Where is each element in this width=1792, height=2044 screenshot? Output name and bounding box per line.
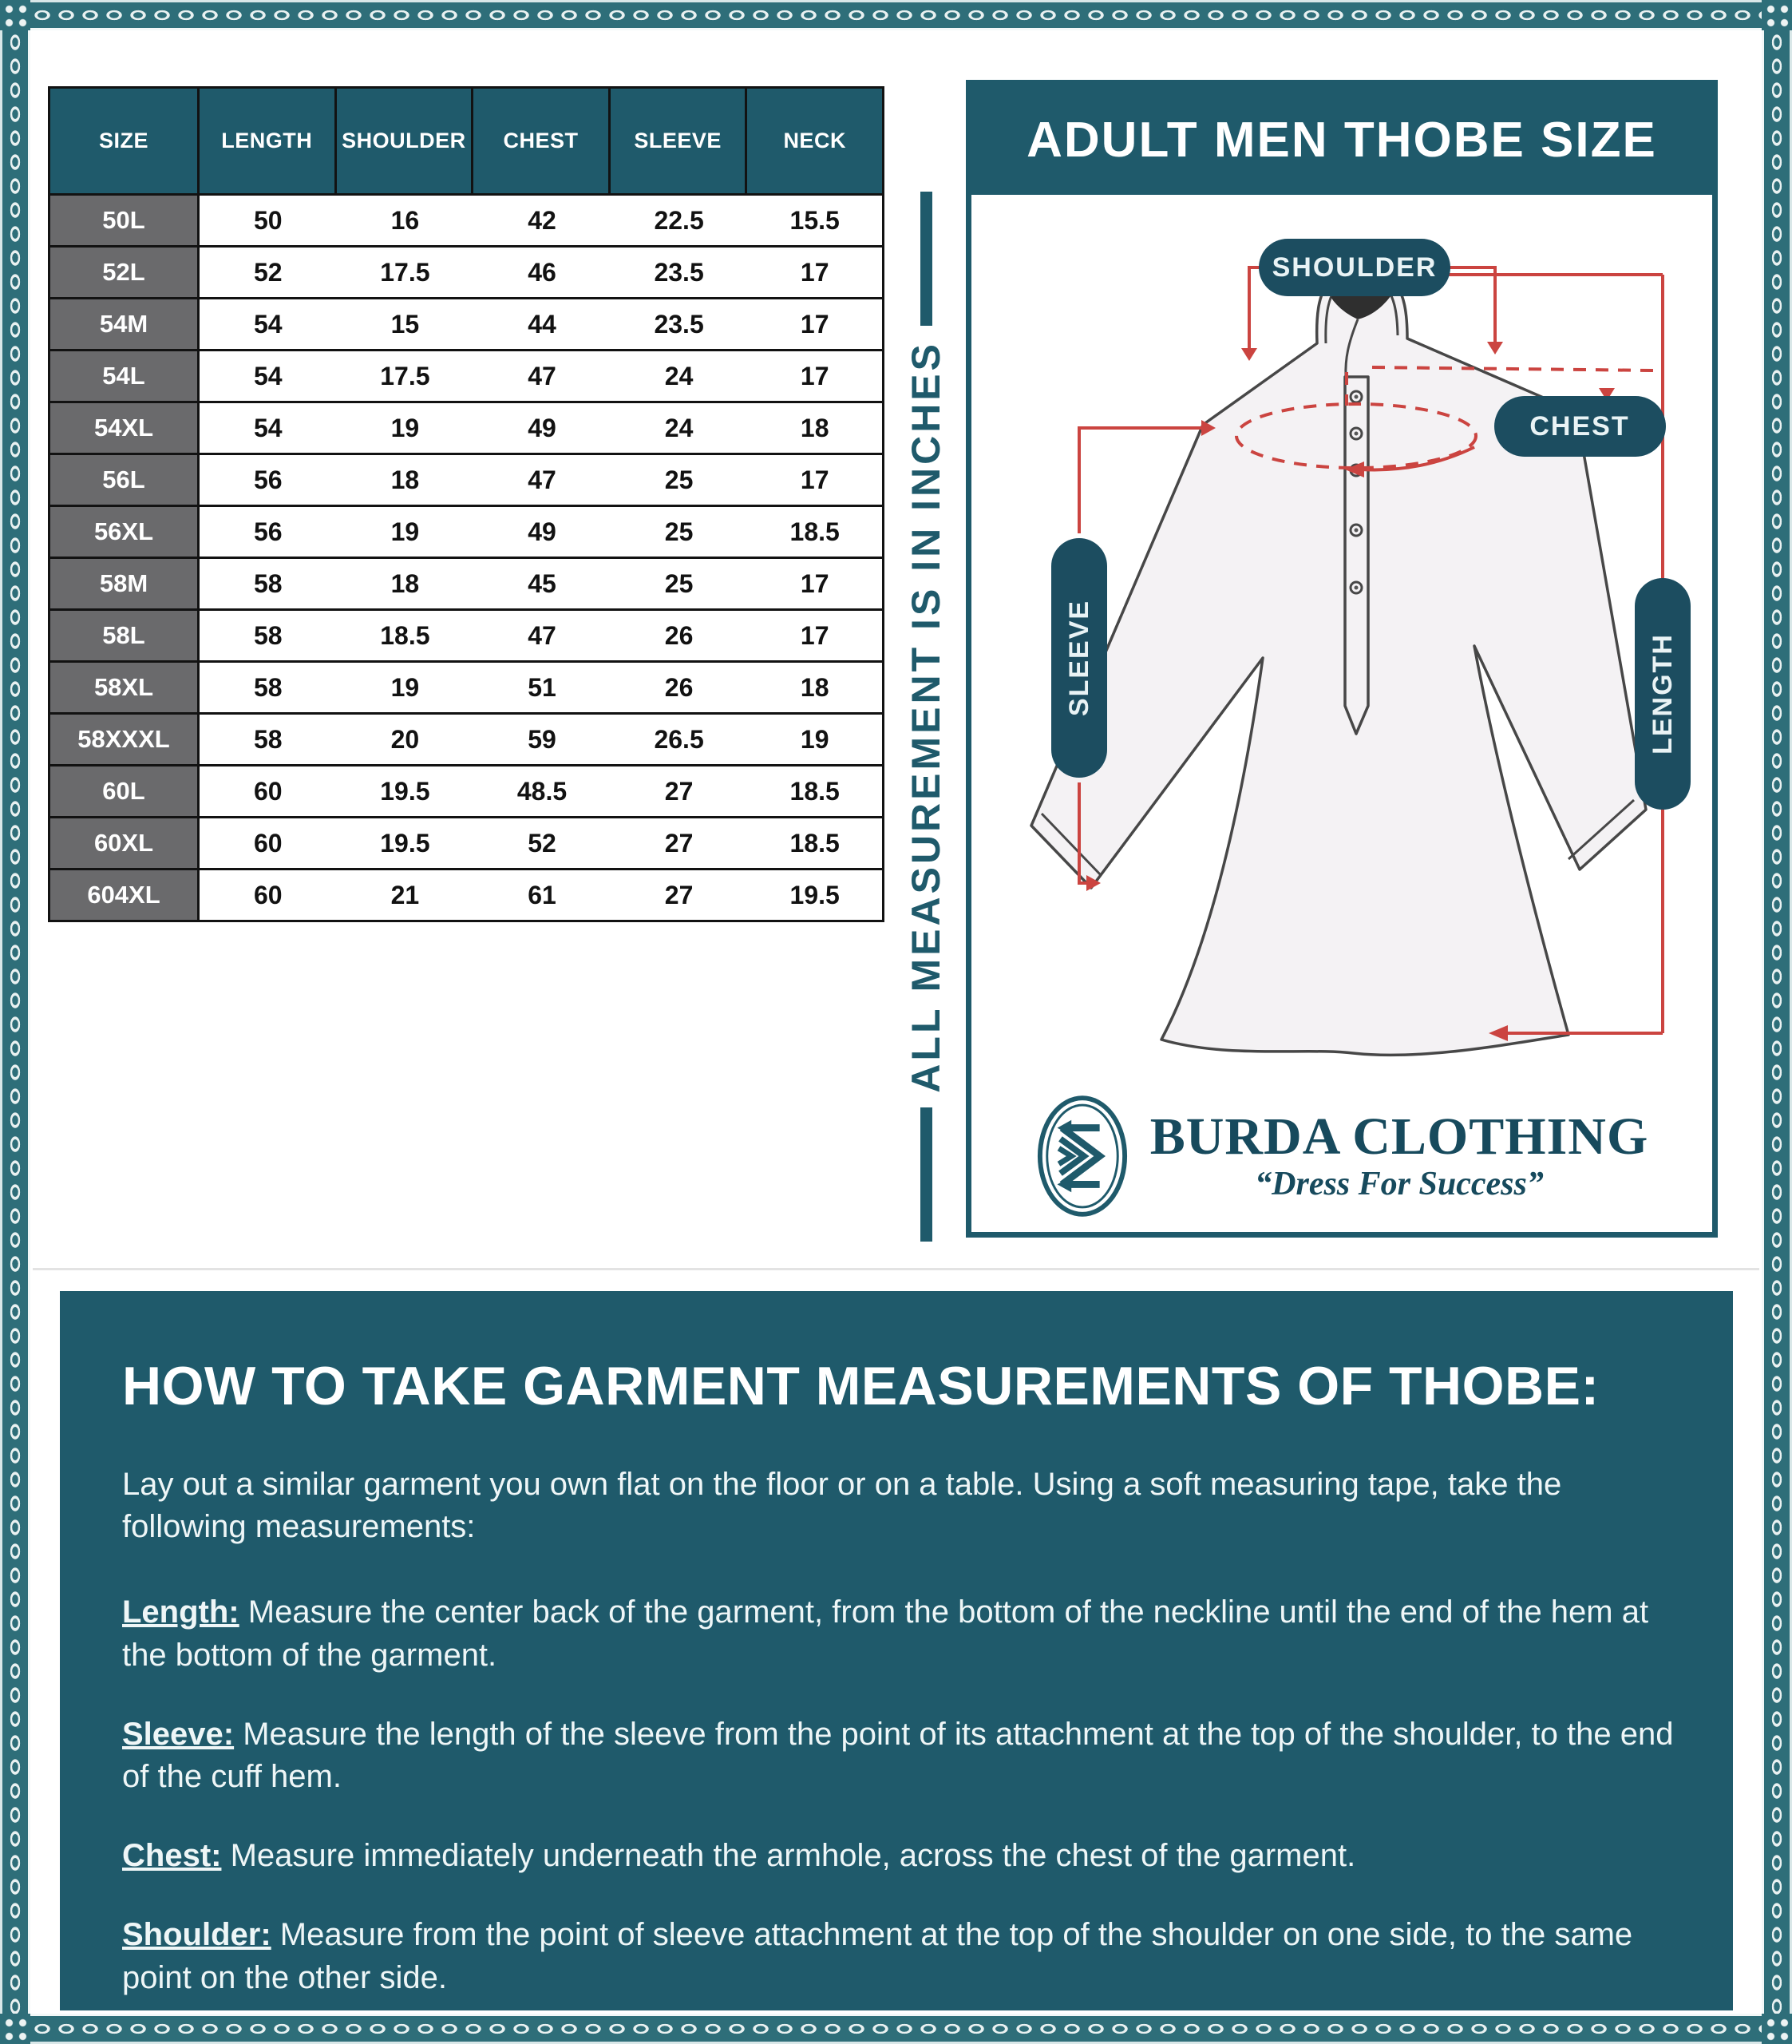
brand-logo-block: [971, 1088, 1712, 1224]
value-cell: 46: [473, 248, 611, 299]
value-cell: 49: [473, 403, 611, 455]
value-cell: 15: [337, 299, 474, 351]
value-cell: 24: [611, 351, 748, 403]
value-cell: 25: [611, 455, 748, 507]
chain-border-corner: [0, 2014, 30, 2044]
value-cell: 19: [337, 403, 474, 455]
value-cell: 18: [337, 455, 474, 507]
size-cell: 56XL: [48, 507, 200, 559]
length-label: LENGTH: [1648, 633, 1678, 755]
size-chart-table: [48, 86, 884, 922]
value-cell: 60: [200, 870, 337, 922]
value-cell: 18.5: [747, 507, 884, 559]
value-cell: 23.5: [611, 299, 748, 351]
value-cell: 58: [200, 663, 337, 715]
value-cell: 59: [473, 715, 611, 766]
value-cell: 24: [611, 403, 748, 455]
column-header-shoulder: SHOULDER: [337, 86, 474, 196]
size-cell: 60XL: [48, 818, 200, 870]
instruction-chest-label: Chest:: [122, 1838, 222, 1874]
instruction-chest: [122, 1835, 1685, 1877]
instruction-length-label: Length:: [122, 1594, 239, 1630]
value-cell: 19: [747, 715, 884, 766]
chain-border-corner: [1762, 2014, 1792, 2044]
measurement-note: [891, 192, 961, 1242]
value-cell: 17.5: [337, 248, 474, 299]
value-cell: 17: [747, 455, 884, 507]
chain-border-bottom: [30, 2014, 1762, 2044]
value-cell: 44: [473, 299, 611, 351]
value-cell: 50: [200, 196, 337, 248]
value-cell: 17: [747, 248, 884, 299]
size-cell: 50L: [48, 196, 200, 248]
sleeve-label: SLEEVE: [1064, 599, 1094, 717]
thobe-measurement-diagram: [971, 195, 1712, 1101]
value-cell: 26: [611, 663, 748, 715]
value-cell: 17.5: [337, 351, 474, 403]
instruction-length-text: Measure the center back of the garment, from the bottom of the neckline until the end of the hem at the bottom of the garment.: [122, 1594, 1649, 1673]
value-cell: 54: [200, 403, 337, 455]
instruction-shoulder: [122, 1914, 1685, 1998]
size-cell: 58XL: [48, 663, 200, 715]
panel-title: ADULT MEN THOBE SIZE: [971, 85, 1712, 195]
column-header-size: SIZE: [48, 86, 200, 196]
value-cell: 20: [337, 715, 474, 766]
value-cell: 47: [473, 455, 611, 507]
value-cell: 23.5: [611, 248, 748, 299]
size-cell: 58L: [48, 611, 200, 663]
value-cell: 17: [747, 299, 884, 351]
value-cell: 51: [473, 663, 611, 715]
burda-chevron-logo-icon: [1035, 1093, 1129, 1219]
value-cell: 61: [473, 870, 611, 922]
value-cell: 25: [611, 559, 748, 611]
chain-border-right: [1762, 30, 1792, 2014]
value-cell: 18.5: [747, 766, 884, 818]
shoulder-label: SHOULDER: [1272, 252, 1438, 283]
chest-label: CHEST: [1529, 411, 1630, 442]
value-cell: 18.5: [337, 611, 474, 663]
value-cell: 49: [473, 507, 611, 559]
instructions-box: [60, 1291, 1733, 2010]
chain-border-corner: [0, 0, 30, 30]
size-cell: 54XL: [48, 403, 200, 455]
value-cell: 17: [747, 611, 884, 663]
value-cell: 27: [611, 766, 748, 818]
value-cell: 18: [337, 559, 474, 611]
value-cell: 21: [337, 870, 474, 922]
instruction-sleeve-label: Sleeve:: [122, 1716, 235, 1752]
brand-name: BURDA CLOTHING: [1149, 1107, 1649, 1167]
thobe-drawing: [1031, 271, 1646, 1055]
value-cell: 15.5: [747, 196, 884, 248]
value-cell: 19: [337, 663, 474, 715]
size-cell: 60L: [48, 766, 200, 818]
value-cell: 58: [200, 559, 337, 611]
size-cell: 58M: [48, 559, 200, 611]
thobe-diagram-panel: [966, 80, 1718, 1238]
instruction-shoulder-text: Measure from the point of sleeve attachment at the top of the shoulder on one side, to the same point on the other side.: [122, 1917, 1633, 1995]
size-cell: 54M: [48, 299, 200, 351]
size-cell: 52L: [48, 248, 200, 299]
value-cell: 60: [200, 818, 337, 870]
instructions-title: HOW TO TAKE GARMENT MEASUREMENTS OF THOBE:: [122, 1356, 1600, 1416]
value-cell: 58: [200, 611, 337, 663]
value-cell: 16: [337, 196, 474, 248]
value-cell: 26: [611, 611, 748, 663]
note-end-bar: [920, 192, 932, 326]
column-header-chest: CHEST: [473, 86, 611, 196]
measurement-note-text: ALL MEASUREMENT IS IN INCHES: [904, 340, 948, 1093]
value-cell: 47: [473, 611, 611, 663]
value-cell: 45: [473, 559, 611, 611]
chain-border-top: [30, 0, 1762, 30]
value-cell: 19.5: [337, 818, 474, 870]
column-header-length: LENGTH: [200, 86, 337, 196]
instruction-sleeve: [122, 1713, 1685, 1798]
value-cell: 17: [747, 559, 884, 611]
value-cell: 52: [473, 818, 611, 870]
value-cell: 19: [337, 507, 474, 559]
size-cell: 58XXXL: [48, 715, 200, 766]
value-cell: 19.5: [337, 766, 474, 818]
size-cell: 54L: [48, 351, 200, 403]
value-cell: 25: [611, 507, 748, 559]
value-cell: 56: [200, 507, 337, 559]
value-cell: 56: [200, 455, 337, 507]
size-cell: 604XL: [48, 870, 200, 922]
value-cell: 48.5: [473, 766, 611, 818]
value-cell: 47: [473, 351, 611, 403]
value-cell: 19.5: [747, 870, 884, 922]
value-cell: 54: [200, 299, 337, 351]
instructions-intro: Lay out a similar garment you own flat on the floor or on a table. Using a soft measuring tape, take the following measurements:: [122, 1467, 1562, 1545]
brand-tagline: “Dress For Success”: [1255, 1165, 1544, 1202]
value-cell: 58: [200, 715, 337, 766]
section-divider: [33, 1268, 1759, 1270]
value-cell: 18.5: [747, 818, 884, 870]
column-header-sleeve: SLEEVE: [611, 86, 748, 196]
value-cell: 26.5: [611, 715, 748, 766]
size-cell: 56L: [48, 455, 200, 507]
value-cell: 22.5: [611, 196, 748, 248]
chain-border-left: [0, 30, 30, 2014]
value-cell: 60: [200, 766, 337, 818]
note-end-bar: [920, 1107, 932, 1242]
value-cell: 18: [747, 663, 884, 715]
instruction-chest-text: Measure immediately underneath the armhole, across the chest of the garment.: [230, 1838, 1356, 1874]
value-cell: 27: [611, 818, 748, 870]
value-cell: 17: [747, 351, 884, 403]
value-cell: 54: [200, 351, 337, 403]
value-cell: 52: [200, 248, 337, 299]
value-cell: 18: [747, 403, 884, 455]
instruction-sleeve-text: Measure the length of the sleeve from the point of its attachment at the top of the shoulder, to the end of the cuff hem.: [122, 1716, 1674, 1794]
value-cell: 27: [611, 870, 748, 922]
chain-border-corner: [1762, 0, 1792, 30]
value-cell: 42: [473, 196, 611, 248]
column-header-neck: NECK: [747, 86, 884, 196]
instruction-shoulder-label: Shoulder:: [122, 1917, 271, 1953]
instruction-length: [122, 1591, 1685, 1676]
